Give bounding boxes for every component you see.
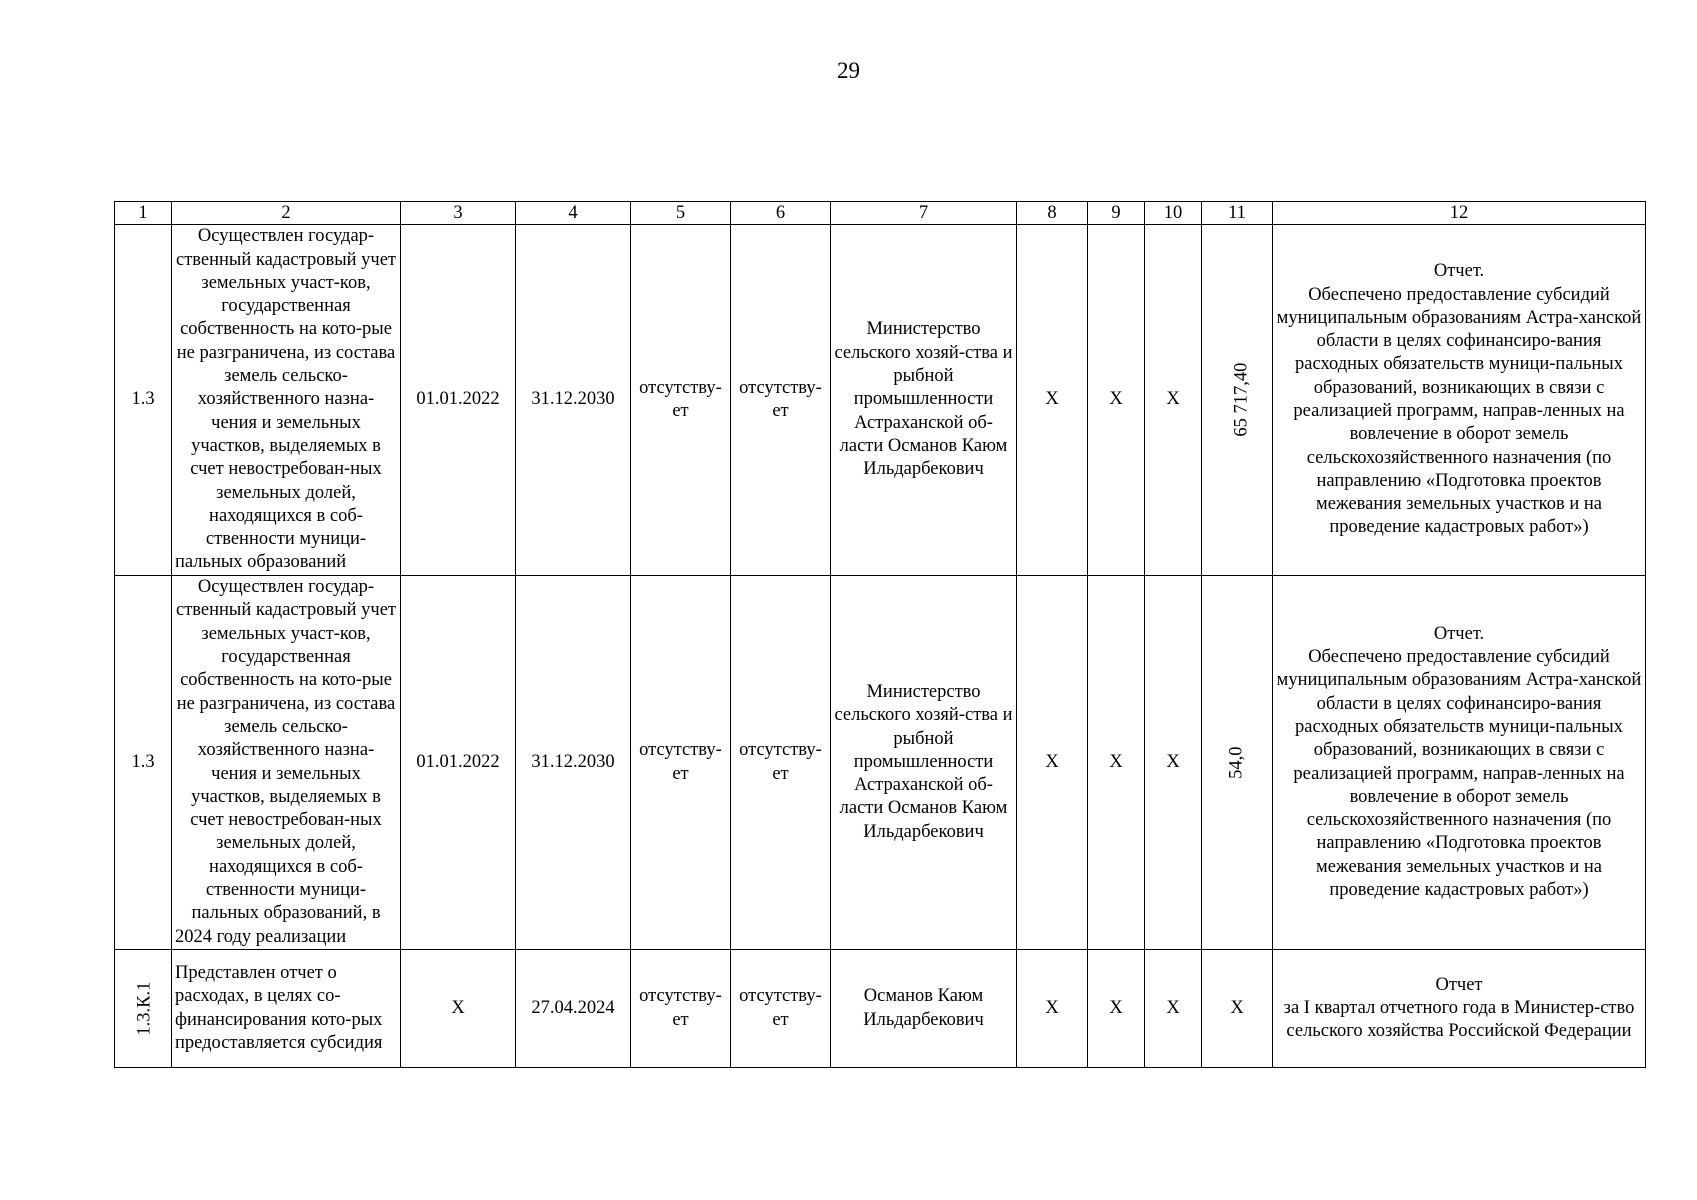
header-cell: 4 (516, 202, 631, 225)
responsible-person: Османов Каюм Ильдарбекович (831, 950, 1017, 1068)
col8-value: Х (1017, 576, 1088, 950)
amount-value: 65 717,40 (1231, 362, 1252, 437)
result-cell (1273, 225, 1646, 576)
header-cell: 5 (631, 202, 731, 225)
col9-value: Х (1088, 225, 1145, 576)
col5-value: отсутству-ет (631, 950, 731, 1068)
end-date: 31.12.2030 (516, 225, 631, 576)
result-title: Отчет. (1433, 261, 1485, 282)
header-cell: 9 (1088, 202, 1145, 225)
header-cell: 12 (1273, 202, 1646, 225)
end-date: 31.12.2030 (516, 576, 631, 950)
col10-value: Х (1145, 950, 1202, 1068)
col9-value: Х (1088, 576, 1145, 950)
start-date: Х (401, 950, 516, 1068)
header-cell: 1 (115, 202, 172, 225)
col6-value: отсутству-ет (731, 225, 831, 576)
row-description: Осуществлен государ-ственный кадастровый учет земельных участ-ков, государственная собственность на кото-рые не разграничена, из состава земель сельско-хозяйственного назна-чения и земельных участков, выделяемых в счет невостребован-ных земельных долей, находящихся в соб-ственности муници-пальных образований, в 2024 году реализации (172, 576, 401, 950)
header-cell: 2 (172, 202, 401, 225)
col8-value: Х (1017, 225, 1088, 576)
result-text: Обеспечено предоставление субсидий муниципальным образованиям Астра-ханской области в целях софинансиро-вания расходных обязательств муници-пальных образований, возникающих в связи с реализацией программ, направ-ленных на вовлечение в оборот земель сельскохозяйственного назначения (по направлению «Подготовка проектов межевания земельных участков и на проведение кадастровых работ») (1276, 647, 1642, 900)
responsible-person: Министерство сельского хозяй-ства и рыбной промышленности Астраханской об-ласти Османов Каюм Ильдарбекович (831, 225, 1017, 576)
result-text: Обеспечено предоставление субсидий муниципальным образованиям Астра-ханской области в целях софинансиро-вания расходных обязательств муници-пальных образований, возникающих в связи с реализацией программ, направ-ленных на вовлечение в оборот земель сельскохозяйственного назначения (по направлению «Подготовка проектов межевания земельных участков и на проведение кадастровых работ») (1276, 284, 1642, 538)
amount-value: 54,0 (1226, 746, 1247, 779)
row-number: 1.3.К.1 (134, 981, 155, 1036)
col10-value: Х (1145, 225, 1202, 576)
result-title: Отчет (1435, 974, 1483, 995)
table-row (115, 950, 1646, 1068)
col11-cell (1202, 576, 1273, 950)
header-cell: 8 (1017, 202, 1088, 225)
col8-value: Х (1017, 950, 1088, 1068)
header-cell: 10 (1145, 202, 1202, 225)
header-cell: 6 (731, 202, 831, 225)
col11-cell (1202, 225, 1273, 576)
col5-value: отсутству-ет (631, 225, 731, 576)
result-title: Отчет. (1433, 623, 1485, 644)
header-cell: 11 (1202, 202, 1273, 225)
col10-value: Х (1145, 576, 1202, 950)
table-row (115, 225, 1646, 576)
col6-value: отсутству-ет (731, 950, 831, 1068)
result-cell (1273, 950, 1646, 1068)
start-date: 01.01.2022 (401, 576, 516, 950)
result-text: за I квартал отчетного года в Министер-ство сельского хозяйства Российской Федерации (1283, 997, 1635, 1042)
header-cell: 7 (831, 202, 1017, 225)
start-date: 01.01.2022 (401, 225, 516, 576)
col6-value: отсутству-ет (731, 576, 831, 950)
table-header-row (115, 202, 1646, 225)
col5-value: отсутству-ет (631, 576, 731, 950)
row-description: Осуществлен государ-ственный кадастровый учет земельных участ-ков, государственная собственность на кото-рые не разграничена, из состава земель сельско-хозяйственного назна-чения и земельных участков, выделяемых в счет невостребован-ных земельных долей, находящихся в соб-ственности муници-пальных образований (172, 225, 401, 576)
plan-table (114, 201, 1646, 1068)
responsible-person: Министерство сельского хозяй-ства и рыбной промышленности Астраханской об-ласти Османов Каюм Ильдарбекович (831, 576, 1017, 950)
col11-value: Х (1202, 950, 1273, 1068)
row-number: 1.3 (115, 225, 172, 576)
end-date: 27.04.2024 (516, 950, 631, 1068)
row-number: 1.3 (115, 576, 172, 950)
page-number: 29 (837, 58, 860, 83)
col9-value: Х (1088, 950, 1145, 1068)
header-cell: 3 (401, 202, 516, 225)
result-cell (1273, 576, 1646, 950)
table-row (115, 576, 1646, 950)
row-number-cell (115, 950, 172, 1068)
row-description: Представлен отчет о расходах, в целях со-финансирования кото-рых предоставляется субсидия (172, 950, 401, 1068)
